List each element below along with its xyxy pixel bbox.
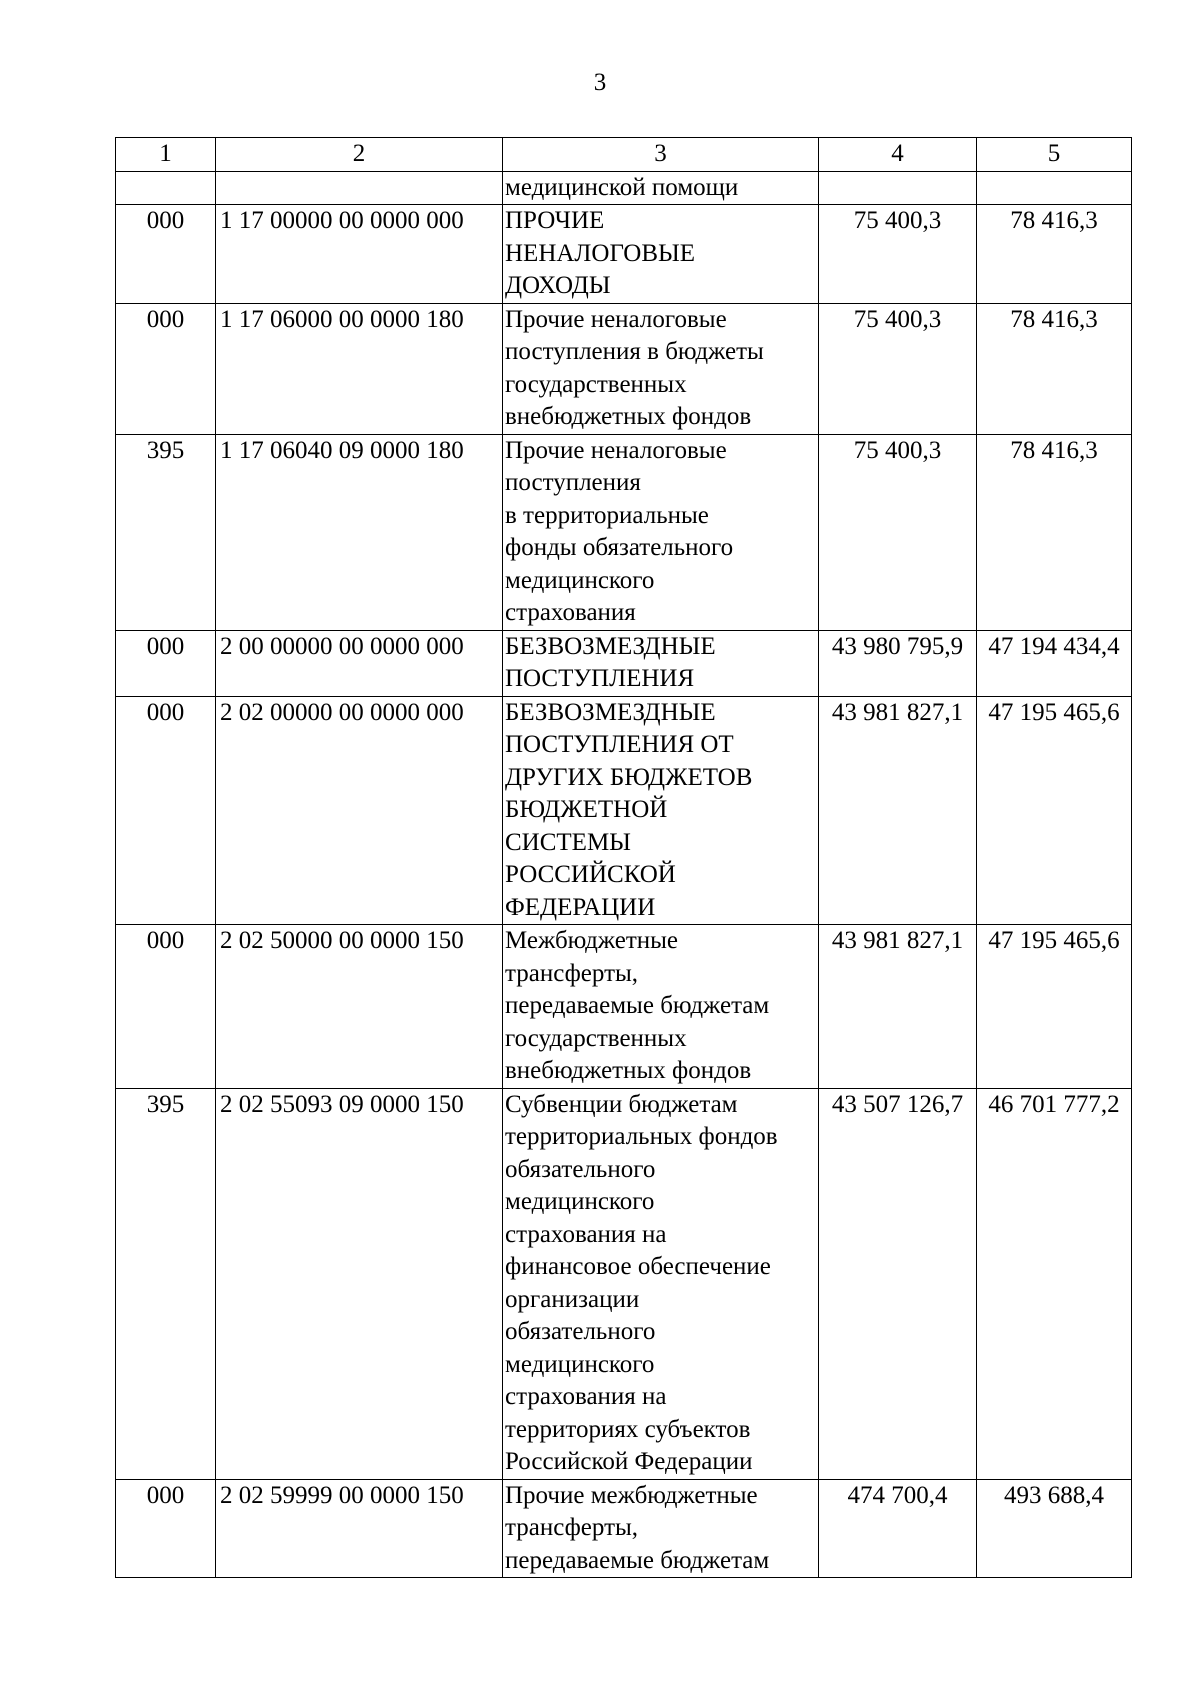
admin-code-cell: 395 <box>116 1088 216 1479</box>
income-name-line: трансферты, <box>505 959 639 987</box>
income-name-line: медицинского <box>505 1350 655 1378</box>
income-name-line: обязательного <box>505 1318 656 1345</box>
amount-year-1-cell: 43 507 126,7 <box>819 1088 977 1479</box>
amount-year-2-cell: 78 416,3 <box>977 303 1132 434</box>
budget-classification-code-cell: 1 17 06040 09 0000 180 <box>216 434 503 630</box>
income-name-cell <box>503 630 819 696</box>
column-number-2: 2 <box>216 138 503 172</box>
column-number-1: 1 <box>116 138 216 172</box>
table-body <box>116 138 1132 1578</box>
admin-code-cell <box>116 171 216 205</box>
income-name-line: Прочие неналоговые <box>505 436 727 464</box>
admin-code-cell: 000 <box>116 205 216 304</box>
column-number-4: 4 <box>819 138 977 172</box>
amount-year-2-cell: 47 194 434,4 <box>977 630 1132 696</box>
amount-year-1-cell: 474 700,4 <box>819 1479 977 1578</box>
table-row <box>116 630 1132 696</box>
income-name-line: территориальных фондов <box>505 1123 778 1150</box>
income-name-line: Прочие неналоговые <box>505 305 727 333</box>
income-name-line: в территориальные <box>505 501 709 529</box>
admin-code-cell: 000 <box>116 630 216 696</box>
table-row <box>116 925 1132 1089</box>
income-name-line: СИСТЕМЫ <box>505 828 631 856</box>
budget-table <box>115 137 1132 1578</box>
admin-code-cell: 000 <box>116 925 216 1089</box>
income-name-cell <box>503 1479 819 1578</box>
income-name-cell <box>503 171 819 205</box>
admin-code-cell: 000 <box>116 1479 216 1578</box>
table-row <box>116 434 1132 630</box>
amount-year-2-cell <box>977 171 1132 205</box>
budget-classification-code-cell: 1 17 06000 00 0000 180 <box>216 303 503 434</box>
budget-classification-code-cell: 2 02 00000 00 0000 000 <box>216 696 503 925</box>
income-name-line: НЕНАЛОГОВЫЕ <box>505 239 696 267</box>
income-name-line: финансовое обеспечение <box>505 1253 771 1280</box>
table-row <box>116 171 1132 205</box>
income-name-line: страхования на <box>505 1220 667 1248</box>
budget-classification-code-cell <box>216 171 503 205</box>
amount-year-2-cell: 78 416,3 <box>977 205 1132 304</box>
income-name-line: ПОСТУПЛЕНИЯ ОТ <box>505 731 734 758</box>
income-name-line: передаваемые бюджетам <box>505 992 770 1019</box>
income-name-line: БЮДЖЕТНОЙ <box>505 796 668 823</box>
amount-year-1-cell: 43 980 795,9 <box>819 630 977 696</box>
budget-classification-code-cell: 1 17 00000 00 0000 000 <box>216 205 503 304</box>
income-name-cell <box>503 696 819 925</box>
income-name-cell <box>503 303 819 434</box>
income-name-line: РОССИЙСКОЙ <box>505 861 676 888</box>
table-row <box>116 1479 1132 1578</box>
amount-year-2-cell: 493 688,4 <box>977 1479 1132 1578</box>
income-name-cell <box>503 925 819 1089</box>
admin-code-cell: 000 <box>116 696 216 925</box>
income-name-line: фонды обязательного <box>505 534 734 561</box>
income-name-line: БЕЗВОЗМЕЗДНЫЕ <box>505 632 716 660</box>
income-name-line: Российской Федерации <box>505 1448 753 1475</box>
income-name-line: государственных <box>505 1024 687 1052</box>
income-name-line: Межбюджетные <box>505 927 679 954</box>
budget-classification-code-cell: 2 02 50000 00 0000 150 <box>216 925 503 1089</box>
table-row <box>116 696 1132 925</box>
income-name-cell <box>503 434 819 630</box>
budget-classification-code-cell: 2 00 00000 00 0000 000 <box>216 630 503 696</box>
amount-year-1-cell: 75 400,3 <box>819 205 977 304</box>
budget-classification-code-cell: 2 02 59999 00 0000 150 <box>216 1479 503 1578</box>
income-name-line: внебюджетных фондов <box>505 403 752 430</box>
amount-year-1-cell: 43 981 827,1 <box>819 925 977 1089</box>
amount-year-1-cell: 43 981 827,1 <box>819 696 977 925</box>
income-name-line: территориях субъектов <box>505 1415 751 1443</box>
income-name-line: ДРУГИХ БЮДЖЕТОВ <box>505 763 753 791</box>
amount-year-2-cell: 78 416,3 <box>977 434 1132 630</box>
amount-year-1-cell: 75 400,3 <box>819 434 977 630</box>
income-name-cell <box>503 205 819 304</box>
page-number: 3 <box>593 69 607 96</box>
income-name-line: страхования <box>505 599 636 626</box>
income-name-line: ДОХОДЫ <box>505 272 611 299</box>
income-name-line: обязательного <box>505 1155 656 1183</box>
income-name-line: БЕЗВОЗМЕЗДНЫЕ <box>505 698 716 726</box>
income-name-line: Прочие межбюджетные <box>505 1481 758 1509</box>
table-row <box>116 1088 1132 1479</box>
admin-code-cell: 395 <box>116 434 216 630</box>
income-name-line: поступления <box>505 469 641 496</box>
income-name-line: Субвенции бюджетам <box>505 1090 738 1118</box>
income-name-line: поступления в бюджеты <box>505 338 764 365</box>
admin-code-cell: 000 <box>116 303 216 434</box>
income-name-cell <box>503 1088 819 1479</box>
table-row <box>116 303 1132 434</box>
column-number-3: 3 <box>503 138 819 172</box>
income-name-line: ФЕДЕРАЦИИ <box>505 893 656 921</box>
income-name-line: медицинского <box>505 566 655 594</box>
column-number-5: 5 <box>977 138 1132 172</box>
amount-year-1-cell <box>819 171 977 205</box>
amount-year-2-cell: 47 195 465,6 <box>977 925 1132 1089</box>
column-number-row <box>116 138 1132 172</box>
income-name-line: ПОСТУПЛЕНИЯ <box>505 665 695 692</box>
income-name-line: передаваемые бюджетам <box>505 1546 770 1574</box>
income-name-line: страхования на <box>505 1383 667 1410</box>
income-name-line: организации <box>505 1285 640 1313</box>
amount-year-1-cell: 75 400,3 <box>819 303 977 434</box>
table-row <box>116 205 1132 304</box>
income-name-line: трансферты, <box>505 1514 639 1541</box>
income-name-line: ПРОЧИЕ <box>505 207 605 234</box>
budget-classification-code-cell: 2 02 55093 09 0000 150 <box>216 1088 503 1479</box>
amount-year-2-cell: 47 195 465,6 <box>977 696 1132 925</box>
amount-year-2-cell: 46 701 777,2 <box>977 1088 1132 1479</box>
income-name-line: внебюджетных фондов <box>505 1057 752 1084</box>
income-name-line: медицинской помощи <box>505 173 739 201</box>
income-name-line: государственных <box>505 370 687 398</box>
income-name-line: медицинского <box>505 1188 655 1215</box>
